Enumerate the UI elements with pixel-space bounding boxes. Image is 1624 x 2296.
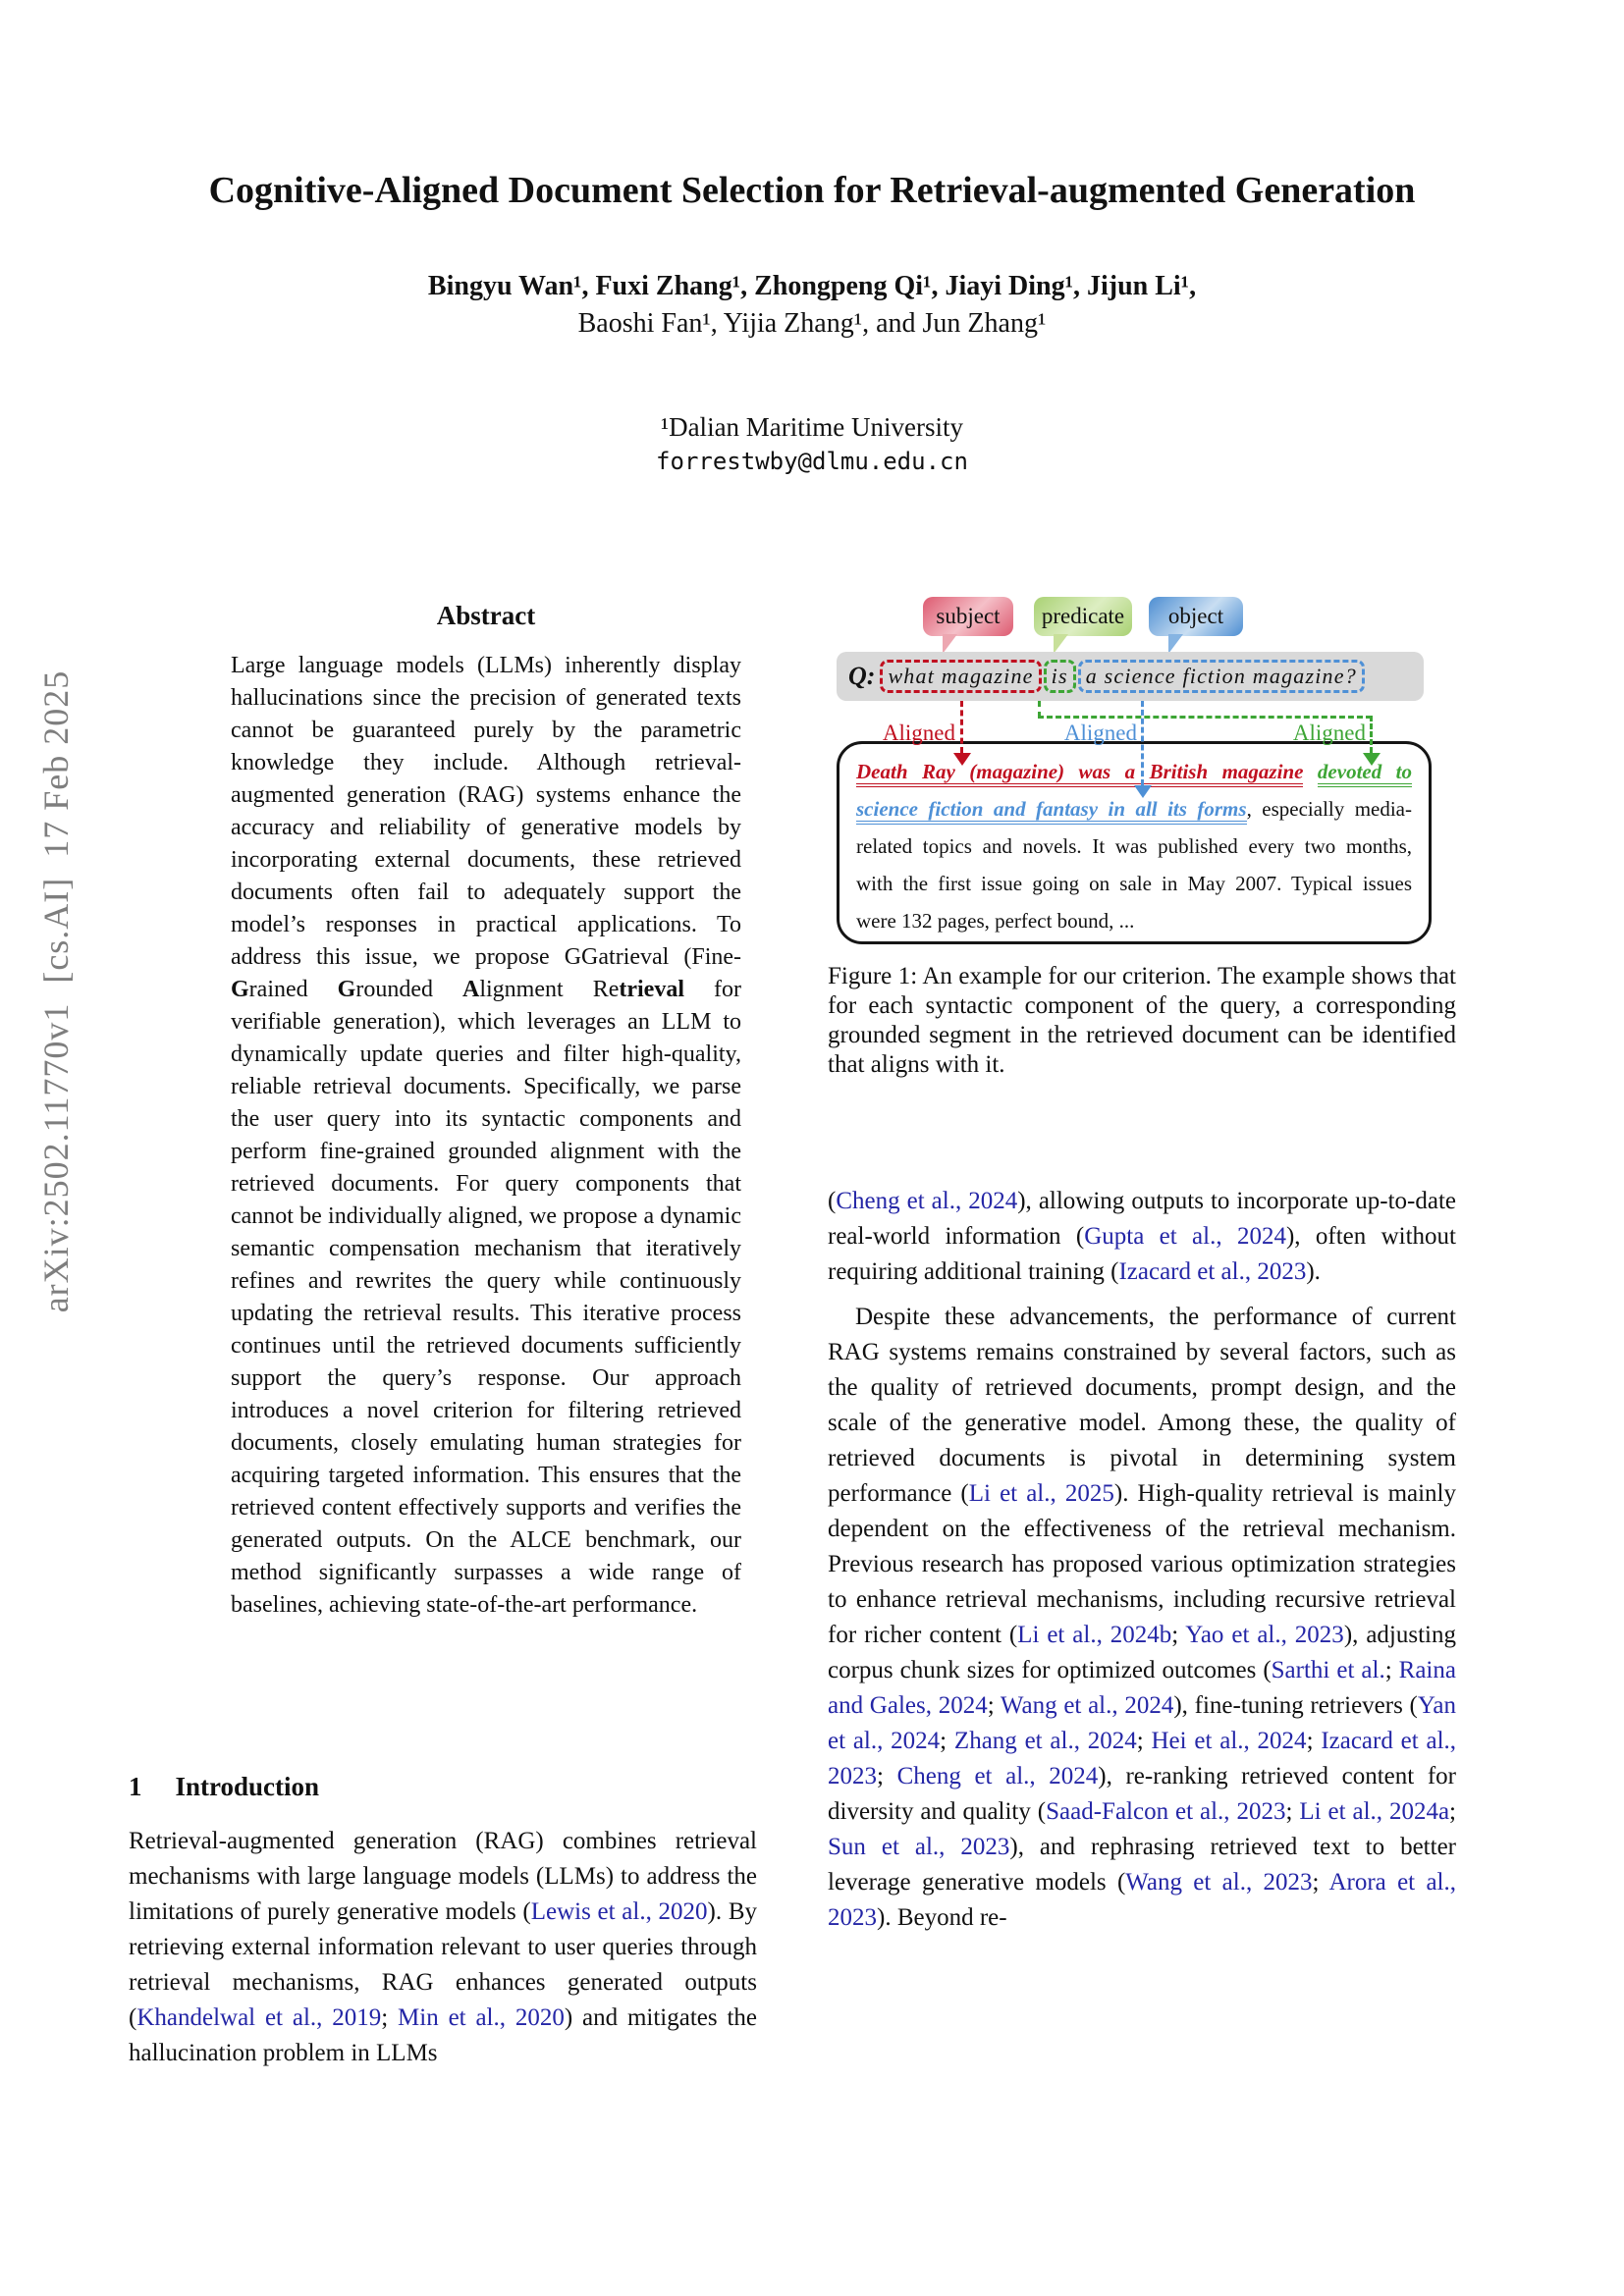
authors-line-2: Baoshi Fan¹, Yijia Zhang¹, and Jun Zhang¹ [577,308,1047,339]
doc-line: Death Ray (magazine) was a British magazine devoted to [856,753,1412,790]
query-bar [837,652,1424,701]
query-object-box: a science fiction magazine? [1078,660,1365,693]
arxiv-watermark: arXiv:2502.11770v1 [cs.AI] 17 Feb 2025 [36,669,76,1313]
subject-bubble-tail-icon [943,634,957,654]
citation-link[interactable]: Hei et al., 2024 [1151,1728,1307,1754]
predicate-bubble: predicate [1034,597,1132,636]
citation-link[interactable]: Li et al., 2025 [968,1480,1114,1507]
citation-link[interactable]: Yao et al., 2023 [1185,1622,1344,1648]
body-paragraph-1: (Cheng et al., 2024), allowing outputs to incorporate up-to-date real-world information (Gupta et al., 2024), often without requiring additional training (Izacard et al., 2023). [828,1188,1457,1285]
citation-link[interactable]: Wang et al., 2024 [1000,1692,1174,1719]
query-prefix: Q: [848,662,876,690]
intro-paragraph: Retrieval-augmented generation (RAG) combines retrieval mechanisms with large language models (LLMs) to address the limitations of purely generative models (Lewis et al., 2020). By retrieving external information relevant to user queries through retrieval mechanisms, RAG enhances generated outputs (Khandelwal et al., 2019; Min et al., 2020) and mitigates the hallucination problem in LLMs [129,1828,757,2066]
citation-link[interactable]: Lewis et al., 2020 [530,1898,708,1925]
citation-link[interactable]: Khandelwal et al., 2019 [136,2004,382,2031]
citation-link[interactable]: Sun et al., 2023 [828,1834,1010,1860]
figure-1-caption: Figure 1: An example for our criterion. The example shows that for each syntactic component of the query, a corresponding grounded segment in the retrieved document can be identified that aligns with it. [828,963,1456,1078]
predicate-connector-drop [1038,701,1041,718]
citation-link[interactable]: Sarthi et al. [1271,1657,1385,1683]
left-column [129,589,757,2296]
body-paragraph-2: Despite these advancements, the performance of current RAG systems remains constrained by several factors, such as the quality of retrieved documents, prompt design, and the scale of the generative model. Among these, the quality of retrieved documents is pivotal in determining system performance (Li et al., 2025). High-quality retrieval is mainly dependent on the effectiveness of the retrieval mechanism. Previous research has proposed various optimization strategies to enhance retrieval mechanisms, including recursive retrieval for richer content (Li et al., 2024b; Yao et al., 2023), adjusting corpus chunk sizes for optimized outcomes (Sarthi et al.; Raina and Gales, 2024; Wang et al., 2024), fine-tuning retrievers (Yan et al., 2024; Zhang et al., 2024; Hei et al., 2024; Izacard et al., 2023; Cheng et al., 2024), re-ranking retrieved content for diversity and quality (Saad-Falcon et al., 2023; Li et al., 2024a; Sun et al., 2023), and rephrasing retrieved text to better leverage generative models (Wang et al., 2023; Arora et al., 2023). Beyond re- [828,1304,1457,1931]
citation-link[interactable]: Cheng et al., 2024 [896,1763,1099,1789]
right-column-text [828,1184,1456,1936]
paper-title: Cognitive-Aligned Document Selection for Retrieval-augmented Generation [208,170,1416,211]
section-1-heading [129,1772,757,1802]
predicate-connector-horizontal [1038,716,1372,719]
citation-link[interactable]: Gupta et al., 2024 [1084,1223,1286,1250]
citation-link[interactable]: Yan et al., 2024 [828,1692,1457,1754]
query-subject-box: what magazine [880,660,1041,693]
predicate-arrowhead-icon [1363,753,1380,766]
doc-line: related topics and novels. It was published every two months, [856,834,1412,858]
citation-link[interactable]: Li et al., 2024a [1299,1798,1450,1825]
aligned-label-subject: Aligned [882,721,955,745]
doc-line: were 132 pages, perfect bound, ... [856,909,1135,933]
predicate-bubble-tail-icon [1054,634,1068,654]
retrieved-document-box [837,741,1432,944]
object-bubble: object [1149,597,1243,636]
citation-link[interactable]: Min et al., 2020 [398,2004,565,2031]
object-arrowhead-icon [1134,785,1152,798]
subject-arrowhead-icon [953,753,971,766]
citation-link[interactable]: Wang et al., 2023 [1125,1869,1313,1896]
citation-link[interactable]: Izacard et al., 2023 [1118,1258,1307,1285]
authors-line-1: Bingyu Wan¹, Fuxi Zhang¹, Zhongpeng Qi¹, Jiayi Ding¹, Jijun Li¹, [427,271,1197,301]
section-title: Introduction [175,1772,320,1801]
doc-line: science fiction and fantasy in all its forms, especially media- [856,790,1412,828]
object-bubble-tail-icon [1168,634,1183,654]
citation-link[interactable]: Saad-Falcon et al., 2023 [1046,1798,1286,1825]
citation-link[interactable]: Zhang et al., 2024 [953,1728,1137,1754]
citation-link[interactable]: Izacard et al., 2023 [828,1728,1457,1789]
subject-bubble: subject [923,597,1013,636]
citation-link[interactable]: Cheng et al., 2024 [836,1188,1018,1214]
abstract-text: Large language models (LLMs) inherently display hallucinations since the precision of generated texts cannot be guaranteed purely by the parametric knowledge they include. Although retrieval-augmented generation (RAG) systems enhance the accuracy and reliability of generative models by incorporating external documents, these retrieved documents often fail to adequately support the model’s responses in practical applications. To address this issue, we propose GGatrieval (Fine-Grained Grounded Alignment Retrieval for verifiable generation), which leverages an LLM to dynamically update queries and filter high-quality, reliable retrieval documents. Specifically, we parse the user query into its syntactic components and perform fine-grained grounded alignment with the retrieved documents. For query components that cannot be individually aligned, we propose a dynamic semantic compensation mechanism that iteratively refines and rewrites the query while continuously updating the retrieval results. This iterative process continues until the retrieved documents sufficiently support the query’s response. Our approach introduces a novel criterion for filtering retrieved documents, closely emulating human strategies for acquiring targeted information. This ensures that the retrieved content effectively supports and verifies the generated outputs. On the ALCE benchmark, our method significantly surpasses a wide range of baselines, achieving state-of-the-art performance. [231,653,742,1618]
email-address: forrestwby@dlmu.edu.cn [656,448,968,475]
query-predicate-box: is [1044,660,1076,693]
figure-1 [828,597,1456,958]
citation-link[interactable]: Arora et al., 2023 [828,1869,1456,1931]
section-number: 1 [129,1772,142,1801]
citation-link[interactable]: Raina and Gales, 2024 [828,1657,1456,1719]
citation-link[interactable]: Li et al., 2024b [1017,1622,1172,1648]
doc-line: with the first issue going on sale in May 2007. Typical issues [856,872,1412,895]
right-column [828,589,1456,2296]
aligned-label-object: Aligned [1063,721,1137,745]
affiliation: ¹Dalian Maritime University [660,412,964,442]
aligned-label-predicate: Aligned [1292,721,1366,745]
abstract-heading: Abstract [436,601,536,630]
